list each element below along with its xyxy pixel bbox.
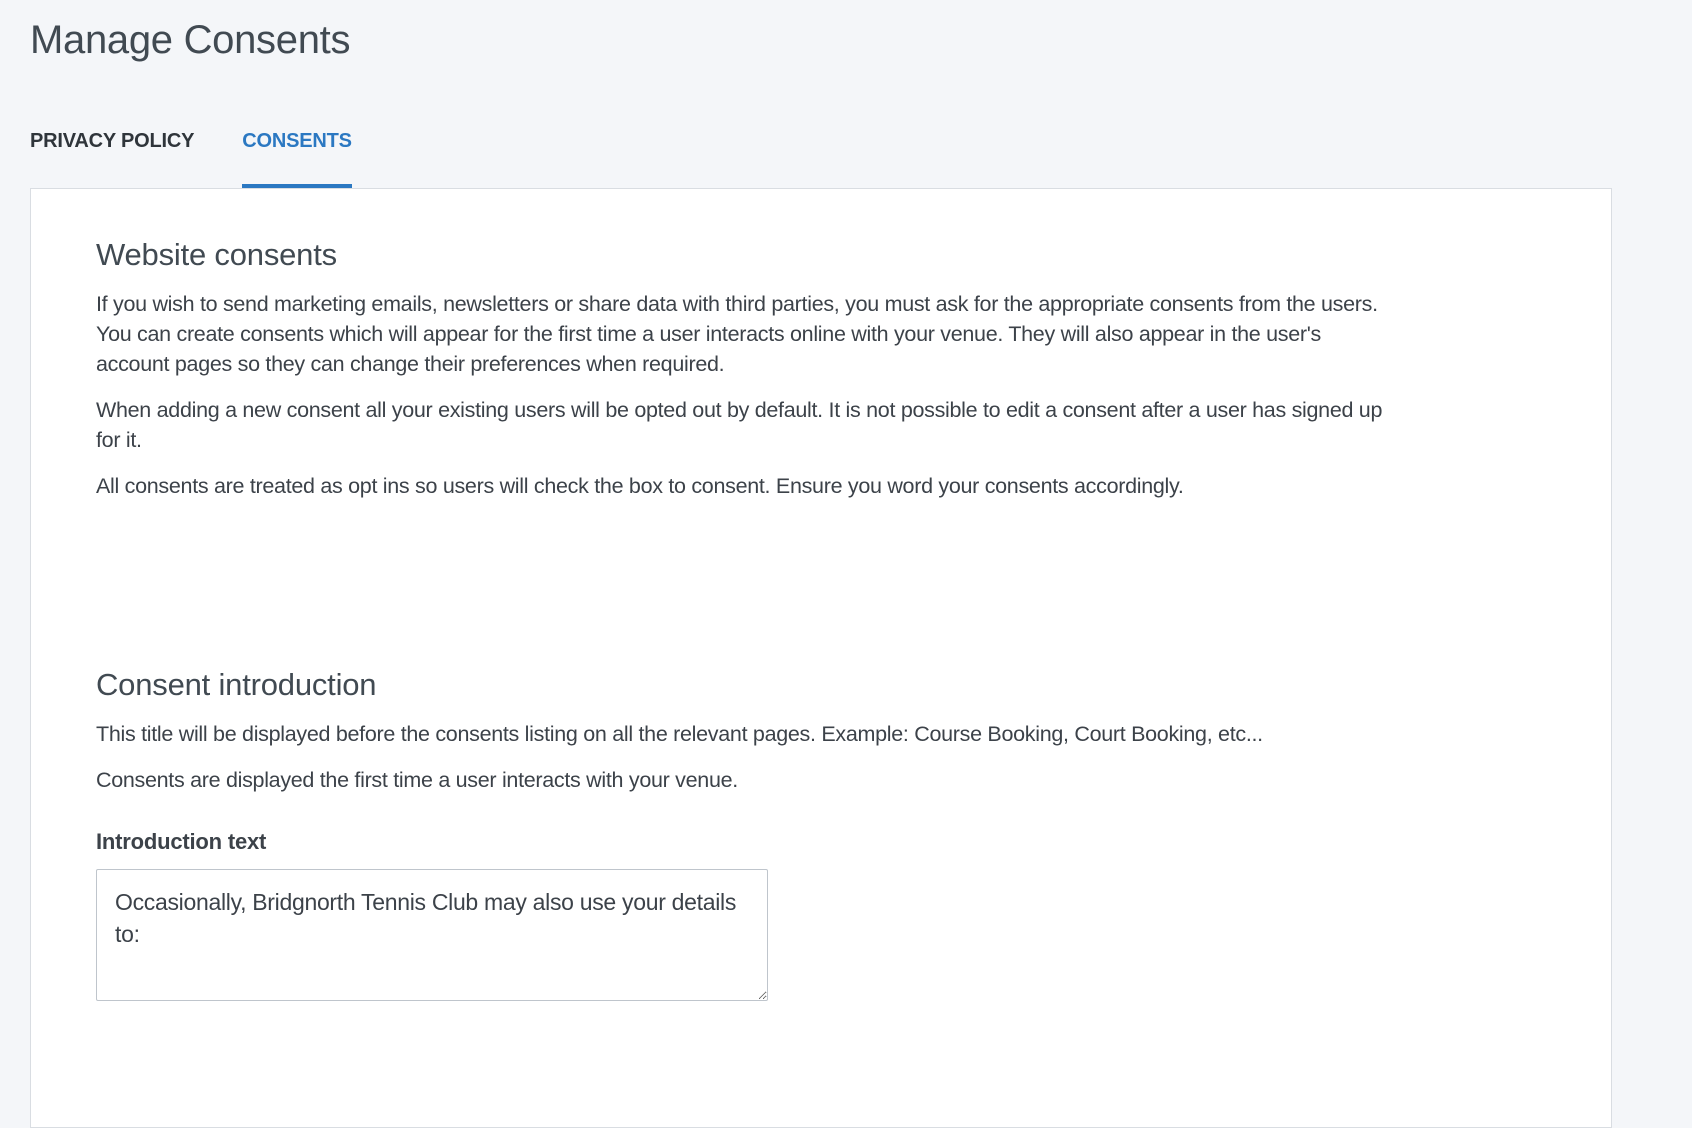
website-consents-section xyxy=(96,237,1496,517)
tab-privacy-policy[interactable]: PRIVACY POLICY xyxy=(30,130,195,152)
website-consents-paragraph: If you wish to send marketing emails, newsletters or share data with third parties, you must ask for the appropriate consents from the users. You can create consents which will appear for the first time a user interacts online with your venue. They will also appear in the user's account pages so they can change their preferences when required. xyxy=(96,292,1378,376)
tab-bar xyxy=(30,122,352,188)
website-consents-paragraph: All consents are treated as opt ins so users will check the box to consent. Ensure you word your consents accordingly. xyxy=(96,474,1184,498)
website-consents-heading: Website consents xyxy=(96,237,337,272)
consent-introduction-paragraph: This title will be displayed before the consents listing on all the relevant pages. Example: Course Booking, Court Booking, etc... xyxy=(96,722,1263,746)
consent-introduction-paragraph: Consents are displayed the first time a user interacts with your venue. xyxy=(96,768,738,792)
introduction-text-label: Introduction text xyxy=(96,829,267,854)
website-consents-paragraph: When adding a new consent all your existing users will be opted out by default. It is not possible to edit a consent after a user has signed up for it. xyxy=(96,398,1383,452)
consent-introduction-heading: Consent introduction xyxy=(96,667,377,702)
page-title: Manage Consents xyxy=(30,18,351,62)
consents-panel xyxy=(30,188,1612,1128)
consent-introduction-section xyxy=(96,667,1496,1001)
introduction-text-input[interactable] xyxy=(96,869,768,1001)
tab-consents[interactable]: CONSENTS xyxy=(242,122,352,188)
